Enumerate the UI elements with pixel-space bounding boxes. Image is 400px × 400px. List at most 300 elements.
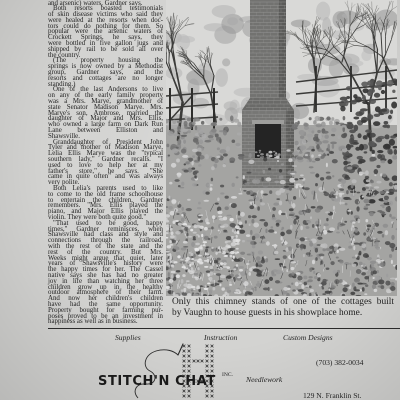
hearth-rubble: [255, 151, 258, 153]
foliage-blob: [389, 243, 395, 248]
foliage-blob: [188, 284, 193, 286]
street-address: 129 N. Franklin St.: [303, 391, 362, 400]
foliage-blob: [237, 218, 241, 220]
foliage-blob: [281, 163, 284, 166]
tree-canopy: [331, 30, 351, 39]
hearth-rubble: [262, 156, 264, 158]
foliage-blob: [377, 270, 379, 273]
foliage-blob: [381, 285, 385, 289]
article-line: rest of the country. But Mrs.: [48, 248, 163, 256]
foliage-blob: [311, 206, 316, 208]
foliage-blob: [369, 212, 374, 216]
foliage-blob: [316, 144, 320, 149]
foliage-blob: [315, 248, 318, 253]
foliage-blob: [320, 256, 323, 259]
article-line: shipped by rail to be sold all over: [48, 45, 163, 53]
foliage-blob: [299, 185, 303, 187]
article-line: remembers. "Mrs. Ellis played the: [48, 202, 163, 210]
foliage-blob: [197, 267, 200, 270]
foliage-blob: [299, 130, 305, 135]
foliage-blob: [322, 279, 326, 283]
foliage-blob: [205, 154, 209, 159]
foliage-blob: [181, 149, 186, 154]
foliage-blob: [244, 182, 250, 184]
foliage-blob: [288, 246, 292, 251]
article-line: and arsenic) waters, Gardner says.: [48, 0, 143, 7]
foliage-blob: [229, 161, 234, 163]
foliage-blob: [364, 293, 367, 295]
foliage-blob: [297, 245, 299, 247]
foliage-blob: [191, 242, 195, 247]
foliage-blob: [188, 236, 192, 238]
cross-stitch: [206, 370, 209, 373]
foliage-blob: [237, 132, 241, 135]
foliage-blob: [181, 214, 183, 217]
foliage-blob: [210, 187, 213, 190]
article-line: resorts and cottages are no longer: [48, 74, 163, 82]
foliage-blob: [309, 166, 314, 168]
foliage-blob: [191, 167, 195, 169]
foliage-blob: [184, 170, 189, 173]
foliage-blob: [204, 260, 208, 262]
foliage-blob: [315, 208, 321, 213]
foliage-blob: [209, 255, 212, 259]
foliage-blob: [326, 268, 330, 270]
foliage-blob: [167, 131, 173, 136]
foliage-blob: [384, 196, 389, 200]
foliage-blob: [368, 93, 372, 96]
foliage-blob: [259, 219, 265, 221]
tree-canopy: [316, 2, 330, 21]
foliage-blob: [366, 179, 371, 182]
foliage-blob: [331, 117, 334, 121]
cross-stitch: [188, 390, 191, 393]
cross-stitch: [211, 345, 214, 348]
foliage-blob: [198, 202, 201, 205]
hearth-rubble: [273, 151, 275, 153]
foliage-blob: [372, 154, 376, 157]
foliage-blob: [223, 153, 228, 156]
chimney-photo-image: [166, 0, 397, 296]
cross-stitch: [211, 370, 214, 373]
foliage-blob: [191, 286, 195, 288]
cross-stitch: [188, 345, 191, 348]
foliage-blob: [312, 260, 315, 265]
foliage-blob: [347, 210, 351, 212]
foliage-blob: [197, 148, 201, 152]
foliage-blob: [195, 243, 200, 246]
foliage-blob: [197, 207, 202, 209]
foliage-blob: [185, 260, 188, 262]
foliage-blob: [239, 221, 243, 225]
foliage-blob: [169, 279, 174, 283]
tree-canopy: [176, 34, 190, 50]
foliage-blob: [238, 211, 241, 216]
cross-stitch: [206, 355, 209, 358]
foliage-blob: [206, 270, 210, 273]
foliage-blob: [220, 185, 224, 188]
article-line: was a Mrs. Marye, grandmother of: [48, 98, 163, 106]
foliage-blob: [187, 127, 193, 129]
foliage-blob: [176, 213, 179, 215]
article-line: violin. They were both quite good.": [48, 213, 147, 221]
cross-stitch: [188, 395, 191, 398]
foliage-blob: [303, 182, 305, 185]
foliage-blob: [354, 215, 360, 218]
cross-stitch: [188, 360, 191, 363]
foliage-blob: [256, 256, 261, 261]
foliage-blob: [218, 267, 223, 270]
foliage-blob: [381, 160, 386, 163]
foliage-blob: [292, 165, 297, 167]
foliage-blob: [390, 135, 396, 138]
foliage-blob: [285, 247, 288, 251]
foliage-blob: [181, 218, 185, 222]
foliage-blob: [374, 276, 380, 281]
foliage-blob: [326, 163, 328, 167]
foliage-blob: [308, 279, 313, 282]
foliage-blob: [331, 134, 335, 136]
foliage-blob: [350, 194, 355, 197]
foliage-blob: [339, 188, 344, 190]
foliage-blob: [315, 173, 319, 177]
foliage-blob: [174, 261, 177, 263]
foliage-blob: [198, 164, 201, 167]
foliage-blob: [382, 234, 384, 238]
foliage-blob: [193, 272, 198, 275]
foliage-blob: [369, 133, 376, 138]
foliage-blob: [239, 269, 243, 272]
foliage-blob: [303, 245, 306, 250]
foliage-blob: [365, 170, 369, 175]
cross-stitch: [206, 395, 209, 398]
foliage-blob: [329, 120, 333, 125]
foliage-blob: [224, 255, 229, 257]
foliage-blob: [362, 101, 369, 104]
foliage-blob: [272, 217, 277, 220]
foliage-blob: [217, 197, 220, 201]
foliage-blob: [196, 151, 201, 156]
article-line: used to love to help her at my: [48, 161, 163, 169]
foliage-blob: [253, 223, 259, 228]
foliage-blob: [313, 120, 317, 125]
foliage-blob: [192, 183, 197, 187]
foliage-blob: [270, 288, 272, 290]
foliage-blob: [223, 157, 225, 163]
foliage-blob: [375, 242, 379, 247]
foliage-blob: [189, 271, 193, 275]
foliage-blob: [182, 292, 187, 296]
foliage-blob: [275, 280, 280, 283]
foliage-blob: [252, 244, 256, 248]
foliage-blob: [336, 232, 340, 234]
foliage-blob: [166, 214, 170, 217]
foliage-blob: [367, 114, 373, 120]
cross-stitch: [206, 390, 209, 393]
foliage-blob: [214, 236, 218, 239]
foliage-blob: [303, 123, 308, 127]
foliage-blob: [178, 223, 182, 226]
foliage-blob: [288, 200, 292, 205]
foliage-blob: [194, 175, 197, 178]
foliage-blob: [198, 246, 202, 249]
foliage-blob: [353, 116, 359, 119]
article-line: Lane between Elliston and: [48, 127, 163, 135]
foliage-blob: [291, 282, 293, 284]
foliage-blob: [199, 226, 203, 229]
foliage-blob: [313, 244, 317, 247]
foliage-blob: [340, 146, 345, 150]
foliage-blob: [269, 190, 272, 194]
foliage-blob: [268, 168, 271, 171]
foliage-blob: [339, 248, 345, 251]
hearth-rubble: [259, 152, 261, 153]
foliage-blob: [351, 100, 357, 105]
article-line: Both resorts boasted testimonials: [53, 5, 163, 13]
foliage-blob: [349, 138, 354, 145]
foliage-blob: [294, 141, 298, 146]
foliage-blob: [172, 120, 176, 124]
article-line: were healed at the resorts when doc-: [48, 16, 163, 24]
article-line: southern lady," Gardner recalls. "I: [48, 156, 163, 164]
foliage-blob: [194, 170, 199, 173]
foliage-blob: [357, 218, 360, 223]
foliage-blob: [317, 237, 322, 240]
foliage-blob: [294, 178, 298, 180]
foliage-blob: [205, 191, 209, 194]
foliage-blob: [292, 289, 296, 291]
foliage-blob: [196, 141, 199, 144]
foliage-blob: [290, 173, 296, 175]
foliage-blob: [171, 271, 176, 274]
article-line: poses proved to be an investment in: [48, 312, 163, 320]
foliage-blob: [347, 123, 354, 129]
foliage-blob: [189, 252, 191, 254]
foliage-blob: [232, 139, 236, 143]
foliage-blob: [303, 220, 307, 225]
foliage-blob: [191, 161, 193, 166]
foliage-blob: [229, 218, 233, 222]
cross-stitch: [211, 360, 214, 363]
cross-stitch: [188, 365, 191, 368]
article-line: tors could do nothing for them. So: [48, 22, 163, 30]
foliage-blob: [274, 251, 278, 255]
foliage-blob: [198, 214, 203, 216]
foliage-blob: [192, 155, 195, 158]
foliage-blob: [250, 251, 255, 256]
foliage-blob: [299, 178, 303, 180]
foliage-blob: [212, 262, 214, 266]
foliage-blob: [351, 243, 354, 245]
foliage-blob: [361, 120, 367, 123]
foliage-blob: [366, 237, 371, 242]
foliage-blob: [363, 253, 369, 258]
hearth-rubble: [269, 155, 273, 158]
foliage-blob: [355, 147, 360, 151]
foliage-blob: [386, 206, 391, 212]
foliage-blob: [198, 235, 200, 238]
foliage-blob: [219, 149, 226, 153]
foliage-blob: [184, 121, 188, 127]
foliage-blob: [372, 284, 376, 289]
foliage-blob: [251, 169, 253, 172]
foliage-blob: [326, 176, 331, 179]
foliage-blob: [305, 154, 308, 156]
foliage-blob: [350, 292, 355, 295]
foliage-blob: [273, 269, 278, 272]
foliage-blob: [223, 230, 227, 232]
foliage-blob: [181, 289, 184, 292]
foliage-blob: [383, 144, 391, 150]
needle: [178, 344, 183, 355]
foliage-blob: [311, 130, 314, 133]
cross-stitch: [183, 350, 186, 353]
hearth-rubble: [257, 155, 260, 157]
foliage-blob: [356, 192, 360, 194]
foliage-blob: [309, 268, 312, 272]
foliage-blob: [352, 179, 357, 183]
foliage-blob: [271, 273, 276, 276]
foliage-blob: [246, 234, 250, 237]
foliage-blob: [227, 246, 231, 248]
cross-stitch: [183, 345, 186, 348]
foliage-blob: [191, 262, 194, 265]
foliage-blob: [377, 154, 382, 159]
foliage-blob: [390, 286, 395, 291]
hearth-rubble: [268, 151, 272, 154]
foliage-blob: [359, 172, 365, 174]
foliage-blob: [177, 175, 180, 178]
cross-stitch: [206, 360, 209, 363]
foliage-blob: [172, 148, 179, 153]
foliage-blob: [238, 155, 244, 159]
foliage-blob: [198, 255, 202, 257]
foliage-blob: [168, 272, 170, 277]
foliage-blob: [268, 287, 270, 291]
service-instruction: Instruction: [204, 333, 238, 342]
foliage-blob: [206, 222, 210, 224]
foliage-blob: [201, 234, 203, 237]
foliage-blob: [349, 262, 351, 265]
foliage-blob: [168, 196, 170, 200]
foliage-blob: [354, 289, 360, 291]
tree-canopy: [192, 98, 209, 109]
foliage-blob: [380, 212, 386, 214]
article-line: Both Lelia's parents used to like: [53, 185, 163, 192]
cross-stitch: [206, 350, 209, 353]
article-line: Tyler and mother of Madison Marye,: [48, 144, 163, 152]
foliage-blob: [339, 193, 342, 198]
foliage-blob: [251, 266, 256, 268]
foliage-blob: [386, 191, 389, 193]
foliage-blob: [191, 258, 194, 260]
brand-tagline: Needlework: [246, 375, 283, 384]
article-line: came in quite often" and was always: [48, 173, 163, 181]
foliage-blob: [333, 206, 335, 210]
foliage-blob: [346, 190, 349, 194]
foliage-blob: [340, 223, 345, 225]
foliage-blob: [280, 180, 286, 184]
foliage-blob: [385, 281, 390, 286]
foliage-blob: [280, 263, 283, 267]
foliage-blob: [201, 134, 206, 139]
foliage-blob: [245, 263, 249, 265]
foliage-blob: [207, 283, 210, 285]
foliage-blob: [248, 292, 253, 296]
foliage-blob: [181, 182, 184, 186]
article-line: native says she has had no greater: [48, 271, 163, 279]
foliage-blob: [387, 125, 390, 129]
foliage-blob: [209, 266, 213, 269]
foliage-blob: [322, 248, 325, 251]
foliage-blob: [356, 269, 362, 274]
foliage-blob: [217, 211, 222, 215]
foliage-blob: [174, 235, 176, 240]
foliage-blob: [330, 261, 334, 265]
cross-stitch: [183, 390, 186, 393]
cross-stitch: [211, 350, 214, 353]
cross-stitch: [193, 360, 196, 363]
foliage-blob: [376, 165, 380, 168]
foliage-blob: [248, 215, 251, 218]
foliage-blob: [342, 287, 347, 292]
foliage-blob: [242, 278, 245, 283]
cross-stitch: [197, 360, 200, 363]
foliage-blob: [176, 274, 180, 278]
foliage-blob: [292, 203, 296, 208]
foliage-blob: [230, 255, 233, 258]
article-paragraph: [48, 87, 163, 139]
foliage-blob: [190, 229, 193, 232]
needle-and-thread-icon: [132, 341, 228, 400]
foliage-blob: [381, 260, 384, 262]
foliage-blob: [319, 254, 325, 257]
foliage-blob: [265, 177, 271, 181]
foliage-blob: [187, 130, 190, 133]
foliage-blob: [343, 161, 348, 166]
foliage-blob: [216, 137, 221, 139]
foliage-blob: [369, 160, 374, 162]
article-line: connections through the railroad,: [48, 237, 163, 245]
foliage-blob: [173, 133, 179, 136]
foliage-blob: [206, 183, 210, 188]
foliage-blob: [300, 237, 306, 241]
foliage-blob: [326, 116, 330, 120]
foliage-blob: [235, 289, 240, 291]
foliage-blob: [215, 252, 218, 255]
foliage-blob: [212, 287, 215, 290]
foliage-blob: [275, 258, 280, 260]
foliage-blob: [382, 174, 386, 178]
foliage-blob: [170, 231, 173, 235]
foliage-blob: [227, 289, 229, 292]
cross-stitch: [211, 365, 214, 368]
foliage-blob: [177, 120, 181, 123]
foliage-blob: [299, 145, 306, 150]
foliage-blob: [327, 153, 329, 155]
foliage-blob: [253, 268, 259, 271]
foliage-blob: [339, 260, 343, 263]
foliage-blob: [248, 199, 254, 201]
foliage-blob: [183, 241, 188, 244]
foliage-blob: [277, 160, 279, 162]
foliage-blob: [169, 182, 172, 185]
foliage-blob: [305, 226, 309, 229]
foliage-blob: [381, 90, 385, 94]
caption-line: by Vaughn to house guests in his showplace home.: [172, 308, 363, 318]
foliage-blob: [191, 289, 194, 291]
chimney-photo: [166, 0, 397, 296]
